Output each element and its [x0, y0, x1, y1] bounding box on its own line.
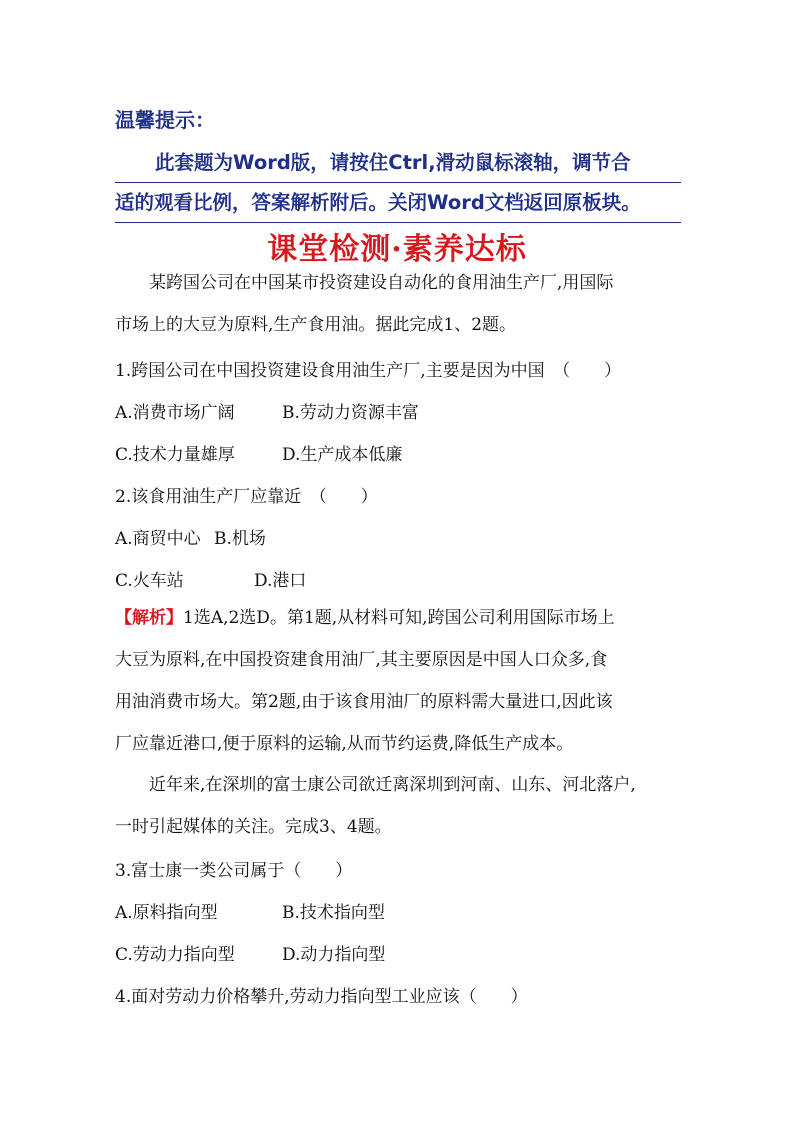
- question-4: 4.面对劳动力价格攀升,劳动力指向型工业应该（ ）: [115, 987, 528, 1007]
- question-3-option-c: C.劳动力指向型: [115, 945, 235, 965]
- question-1: 1.跨国公司在中国投资建设食用油生产厂,主要是因为中国 （ ）: [115, 361, 622, 381]
- question-2-option-c: C.火车站: [115, 571, 184, 591]
- analysis-line-1-text: 1选A,2选D。第1题,从材料可知,跨国公司利用国际市场上: [183, 608, 615, 628]
- analysis-line-4: 厂应靠近港口,便于原料的运输,从而节约运费,降低生产成本。: [115, 734, 574, 754]
- analysis-label: 【解析】: [115, 608, 183, 628]
- question-3: 3.富士康一类公司属于（ ）: [115, 861, 353, 881]
- section-title: 课堂检测·素养达标: [267, 232, 527, 267]
- tip-line-2: 适的观看比例，答案解析附后。关闭Word文档返回原板块。: [115, 183, 681, 223]
- question-1-option-a: A.消费市场广阔: [115, 403, 235, 423]
- passage-1-line-1: 某跨国公司在中国某市投资建设自动化的食用油生产厂,用国际: [149, 273, 614, 293]
- analysis-line-1: [115, 597, 681, 639]
- question-1-option-c: C.技术力量雄厚: [115, 445, 235, 465]
- question-1-option-d: D.生产成本低廉: [282, 445, 403, 465]
- question-3-option-d: D.动力指向型: [282, 945, 386, 965]
- analysis-block: [115, 597, 681, 765]
- passage-2-line-1: 近年来,在深圳的富士康公司欲迁离深圳到河南、山东、河北落户,: [149, 775, 636, 795]
- passage-2-line-2: 一时引起媒体的关注。完成3、4题。: [115, 817, 392, 837]
- question-2-option-d: D.港口: [254, 571, 307, 591]
- analysis-line-3: 用油消费市场大。第2题,由于该食用油厂的原料需大量进口,因此该: [115, 692, 613, 712]
- tip-body: [115, 143, 681, 223]
- question-2-option-b: B.机场: [214, 529, 266, 549]
- analysis-line-2: 大豆为原料,在中国投资建食用油厂,其主要原因是中国人口众多,食: [115, 650, 608, 670]
- passage-1-line-2: 市场上的大豆为原料,生产食用油。据此完成1、2题。: [115, 315, 517, 335]
- question-2-option-a: A.商贸中心: [115, 529, 201, 549]
- question-3-option-b: B.技术指向型: [282, 903, 385, 923]
- question-1-option-b: B.劳动力资源丰富: [282, 403, 419, 423]
- question-2: 2.该食用油生产厂应靠近 （ ）: [115, 487, 378, 507]
- question-3-option-a: A.原料指向型: [115, 903, 218, 923]
- tip-heading: 温馨提示：: [115, 108, 215, 132]
- passage-1: [115, 262, 681, 346]
- tip-line-1: 此套题为Word版，请按住Ctrl,滑动鼠标滚轴，调节合: [115, 143, 681, 183]
- passage-2: [115, 764, 681, 848]
